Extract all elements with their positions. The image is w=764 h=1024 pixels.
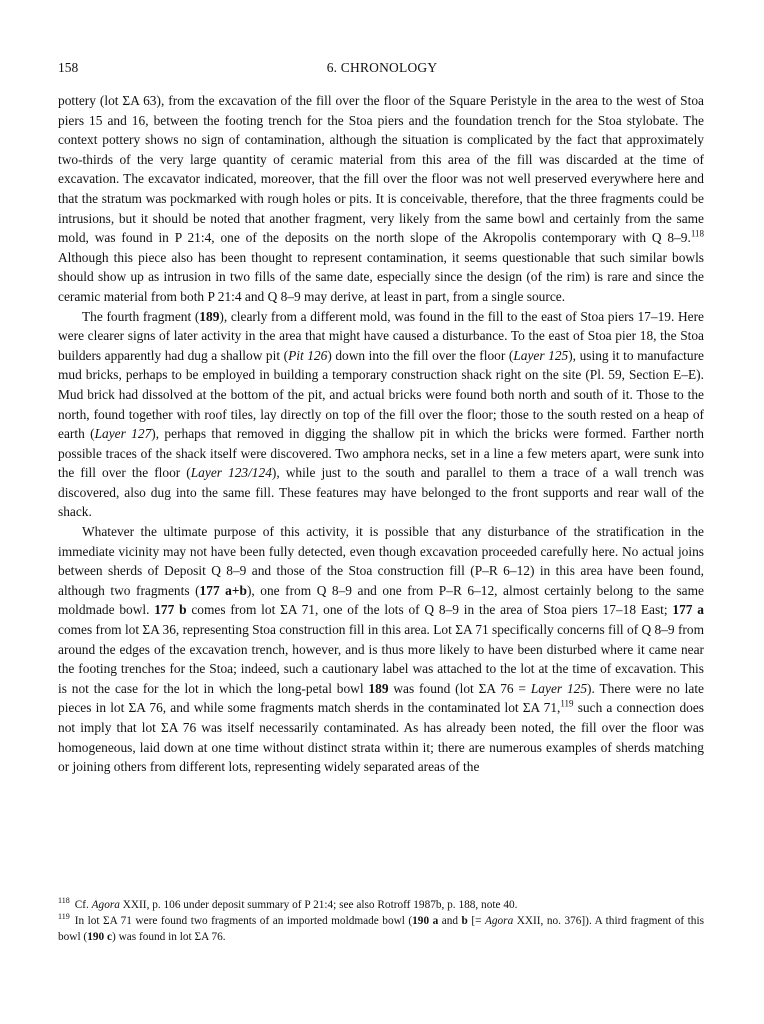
footnote-mark: 119 (58, 912, 70, 922)
chapter-heading: 6. CHRONOLOGY (326, 60, 438, 75)
footnote-118 (58, 897, 704, 913)
running-head (58, 60, 706, 80)
footnote-text: In lot ΣA 71 were found two fragments of an imported moldmade bowl (190 a and b [= Agora XXII, no. 376]). A third fragment of this bowl (190 c) was found in lot ΣA 76. (58, 915, 704, 944)
footnote-119 (58, 913, 704, 945)
footnote-text: Cf. Agora XXII, p. 106 under deposit summary of P 21:4; see also Rotroff 1987b, p. 188, note 40. (74, 899, 518, 911)
paragraph-3: Whatever the ultimate purpose of this activity, it is possible that any disturbance of the stratification in the immediate vicinity may not have been fully detected, even though excavation proceeded carefully here. No actual joins between sherds of Deposit Q 8–9 and those of the Stoa construction fill (P–R 6–12) in this area have been found, although two fragments (177 a+b), one from Q 8–9 and one from P–R 6–12, almost certainly belong to the same moldmade bowl. 177 b comes from lot ΣA 71, one of the lots of Q 8–9 in the area of Stoa piers 17–18 East; 177 a comes from lot ΣA 36, representing Stoa construction fill in this area. Lot ΣA 71 specifically concerns fill of Q 8–9 from around the edges of the excavation trench, however, and is thus more likely to have been disturbed where it came near the footing trenches for the Stoa; indeed, such a cautionary label was attached to the lot at the time of excavation. This is not the case for the lot in which the long-petal bowl 189 was found (lot ΣA 76 = Layer 125). There were no late pieces in lot ΣA 76, and while some fragments match sherds in the contaminated lot ΣA 71,$^{119}$ such a connection does not imply that lot ΣA 76 was itself necessarily contaminated. As has already been noted, the fill over the floor was homogeneous, laid down at one time without distinct strata within it; there are numerous examples of sherds matching or joining others from different lots, representing widely separated areas of the (58, 524, 704, 775)
paragraph-1: pottery (lot ΣA 63), from the excavation of the fill over the floor of the Square Peristyle in the area to the west of Stoa piers 15 and 16, between the footing trench for the Stoa piers and the foundation trench for the Stoa stylobate. The context pottery shows no sign of contamination, although the situation is complicated by the fact that approximately two-thirds of the very large quantity of ceramic material from this area of the fill was discarded at the time of excavation. The excavator indicated, moreover, that the fill over the floor was not well preserved everywhere here and that the stratum was pockmarked with rough holes or pits. It is conceivable, therefore, that the three fragments could be intrusions, but it should be noted that another fragment, very likely from the same bowl and certainly from the same mold, was found in P 21:4, one of the deposits on the north slope of the Akropolis contemporary with Q 8–9.$^{118}$ Although this piece also has been thought to represent contamination, it seems questionable that such similar bowls should show up as intrusion in two fills of the same date, especially since the design (of the rim) is rare and since the ceramic material from both P 21:4 and Q 8–9 may derive, at least in part, from a single source. (58, 93, 704, 304)
body-text (58, 91, 704, 777)
footnotes (58, 897, 704, 946)
page-number: 158 (58, 60, 79, 75)
footnote-mark: 118 (58, 896, 70, 906)
paragraph-2: The fourth fragment (189), clearly from a different mold, was found in the fill to the east of Stoa piers 17–19. Here were clearer signs of later activity in the area that might have caused a disturbance. To the east of Stoa pier 18, the Stoa builders apparently had dug a shallow pit (Pit 126) down into the fill over the floor (Layer 125), using it to manufacture mud bricks, perhaps to be employed in building a temporary construction shack right on the site (Pl. 59, Section E–E). Mud brick had dissolved at the bottom of the pit, and actual bricks were found both north and south of it. Those to the north, found together with roof tiles, lay directly on top of the fill over the floor; those to the south rested on a heap of earth (Layer 127), perhaps that removed in digging the shallow pit in which the bricks were formed. Farther north possible traces of the shack itself were discovered. Two amphora necks, set in a line a few meters apart, were sunk into the fill over the floor (Layer 123/124), while just to the south and parallel to them a trace of a wall trench was discovered, also dug into the same fill. These features may have belonged to the front supports and rear wall of the shack. (58, 308, 704, 520)
